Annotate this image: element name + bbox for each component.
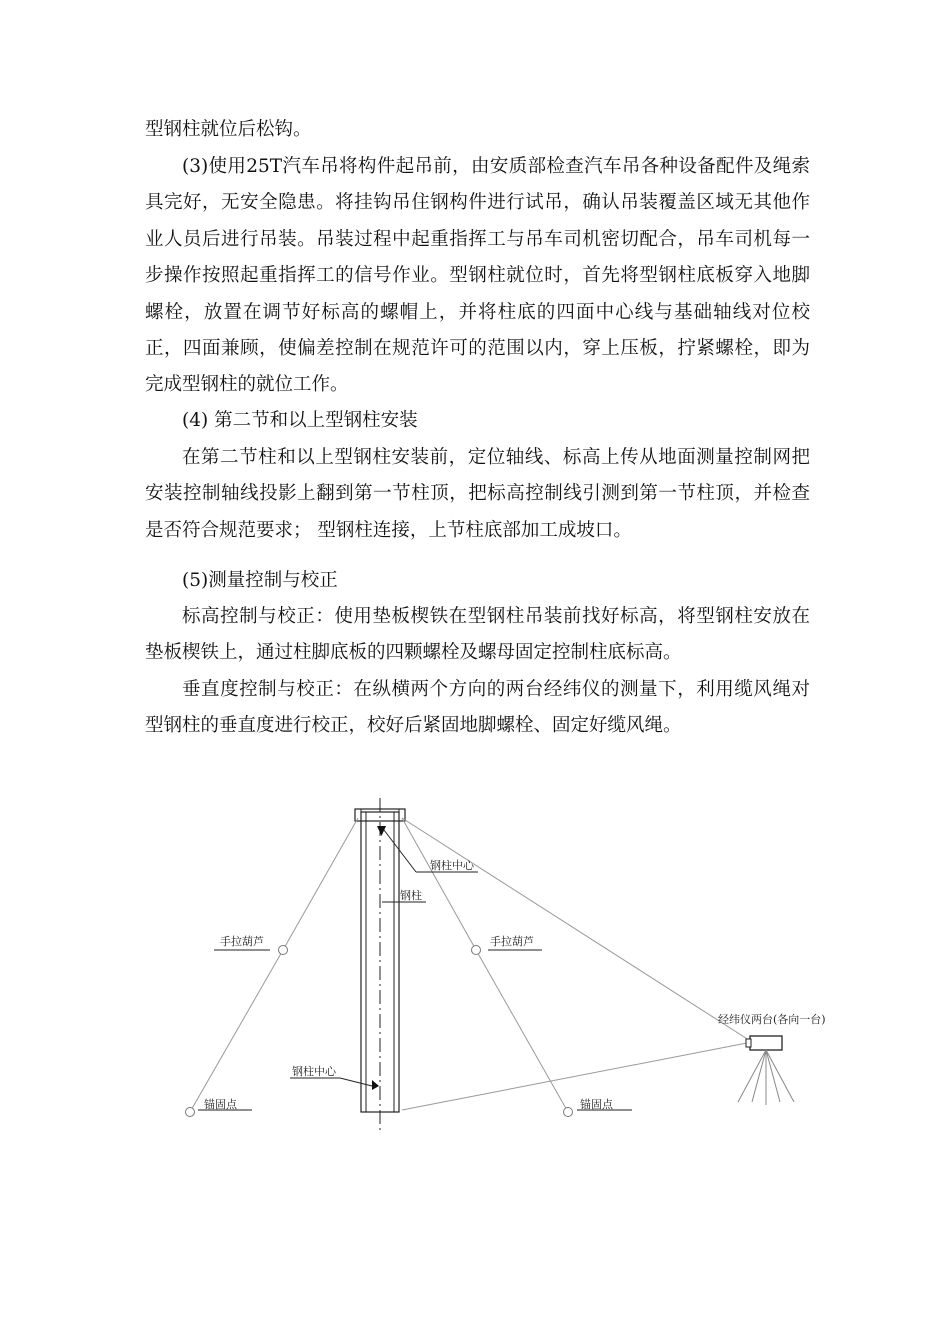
anchor-right-icon — [564, 1108, 573, 1117]
label-center-top: 钢柱中心 — [430, 859, 474, 872]
paragraph-elevation: 标高控制与校正：使用垫板楔铁在型钢柱吊装前找好标高，将型钢柱安放在垫板楔铁上，通过柱脚底板的四颗螺栓及螺母固定控制柱底标高。 — [145, 606, 810, 664]
paragraph-step4: 在第二节柱和以上型钢柱安装前，定位轴线、标高上传从地面测量控制网把安装控制轴线投影上翻到第一节柱顶，把标高控制线引测到第一节柱顶，并检查是否符合规范要求； 型钢柱连接，上节柱底部加工成坡口。 — [145, 447, 810, 541]
label-column: 钢柱 — [400, 889, 422, 902]
hoist-right-icon — [472, 946, 481, 955]
column-installation-diagram — [0, 790, 950, 1140]
paragraph-1: 型钢柱就位后松钩。 — [145, 119, 312, 140]
label-hoist-right: 手拉葫芦 — [490, 935, 534, 948]
label-hoist-left: 手拉葫芦 — [220, 935, 264, 948]
hoist-left-icon — [279, 946, 288, 955]
heading-step5: (5)测量控制与校正 — [182, 570, 338, 591]
label-theodolite: 经纬仪两台(各向一台) — [718, 1013, 826, 1026]
theodolite-icon — [738, 1036, 794, 1105]
paragraph-verticality: 垂直度控制与校正：在纵横两个方向的两台经纬仪的测量下，利用缆风绳对型钢柱的垂直度进行校正，校好后紧固地脚螺栓、固定好缆风绳。 — [145, 679, 810, 737]
center-marker-bottom — [372, 1080, 379, 1090]
heading-step4: (4) 第二节和以上型钢柱安装 — [182, 410, 418, 431]
label-center-bottom: 钢柱中心 — [292, 1065, 336, 1078]
label-anchor-right: 锚固点 — [580, 1098, 613, 1111]
label-anchor-left: 锚固点 — [204, 1098, 237, 1111]
anchor-left-icon — [186, 1108, 195, 1117]
paragraph-step3: (3)使用25T汽车吊将构件起吊前，由安质部检查汽车吊各种设备配件及绳索具完好，无安全隐患。将挂钩吊住钢构件进行试吊，确认吊装覆盖区域无其他作业人员后进行吊装。吊装过程中起重指挥工与吊车司机密切配合，吊车司机每一步操作按照起重指挥工的信号作业。型钢柱就位时，首先将型钢柱底板穿入地脚螺栓，放置在调节好标高的螺帽上，并将柱底的四面中心线与基础轴线对位校正，四面兼顾，使偏差控制在规范许可的范围以内，穿上压板，拧紧螺栓，即为完成型钢柱的就位工作。 — [145, 156, 810, 396]
